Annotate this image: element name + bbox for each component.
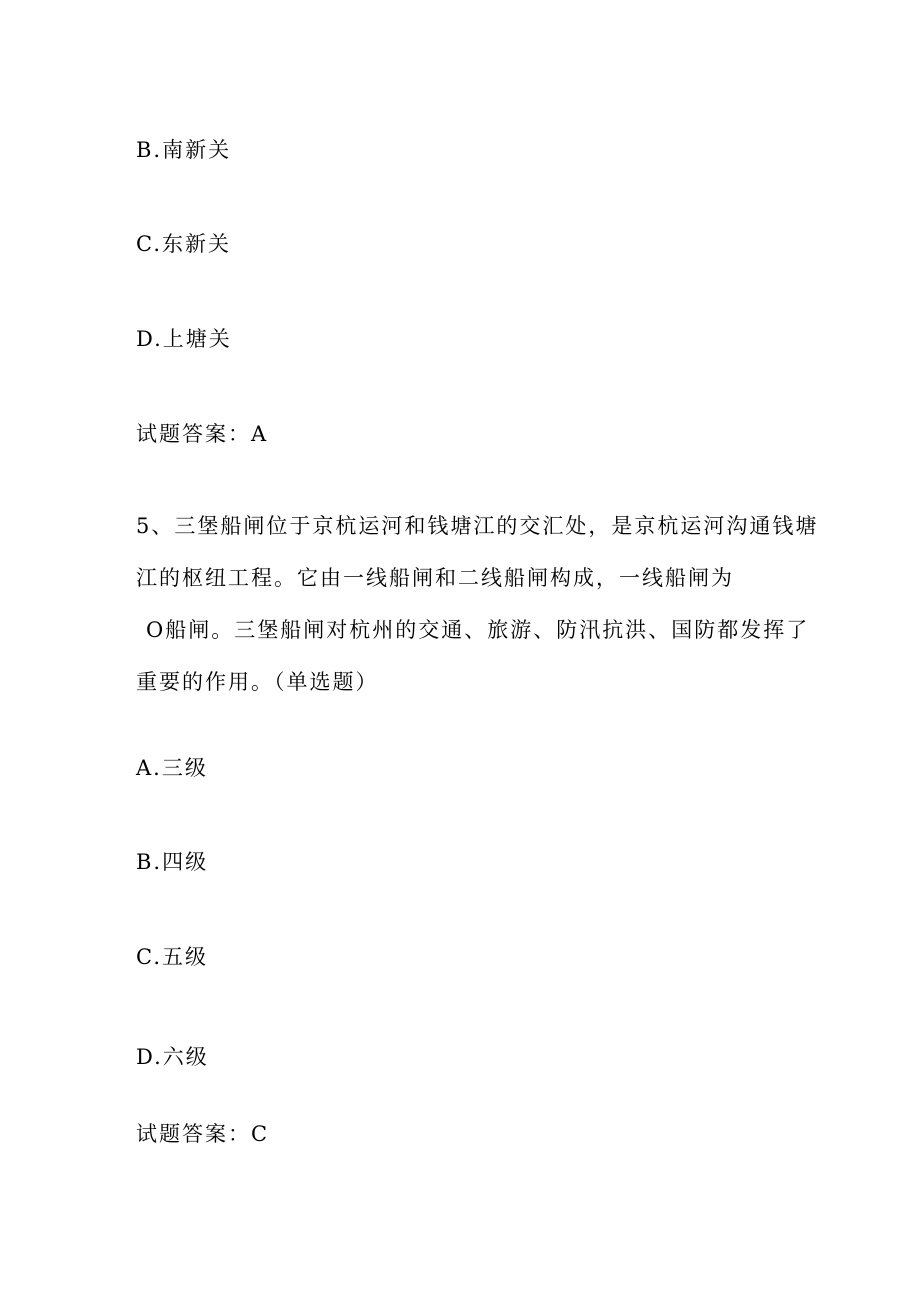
question-5-line-2: 江的枢纽工程。它由一线船闸和二线船闸构成，一线船闸为 (136, 566, 734, 590)
option-c: C.五级 (136, 945, 208, 969)
question-5-text (136, 512, 819, 720)
option-b: B.四级 (136, 850, 209, 874)
question-5-line-1: 5、三堡船闸位于京杭运河和钱塘江的交汇处，是京杭运河沟通钱塘 (136, 514, 819, 538)
option-d-prev: D.上塘关 (136, 327, 232, 351)
answer-prev: 试题答案：A (136, 422, 269, 446)
question-5-line-4: 重要的作用。（单选题） (136, 670, 379, 694)
question-5-line-3: O船闸。三堡船闸对杭州的交通、旅游、防汛抗洪、国防都发挥了 (146, 618, 810, 642)
option-c-prev: C.东新关 (136, 232, 231, 256)
option-d: D.六级 (136, 1045, 209, 1069)
option-b-prev: B.南新关 (136, 138, 232, 162)
answer-5: 试题答案：C (136, 1122, 270, 1146)
option-a: A.三级 (136, 756, 208, 780)
